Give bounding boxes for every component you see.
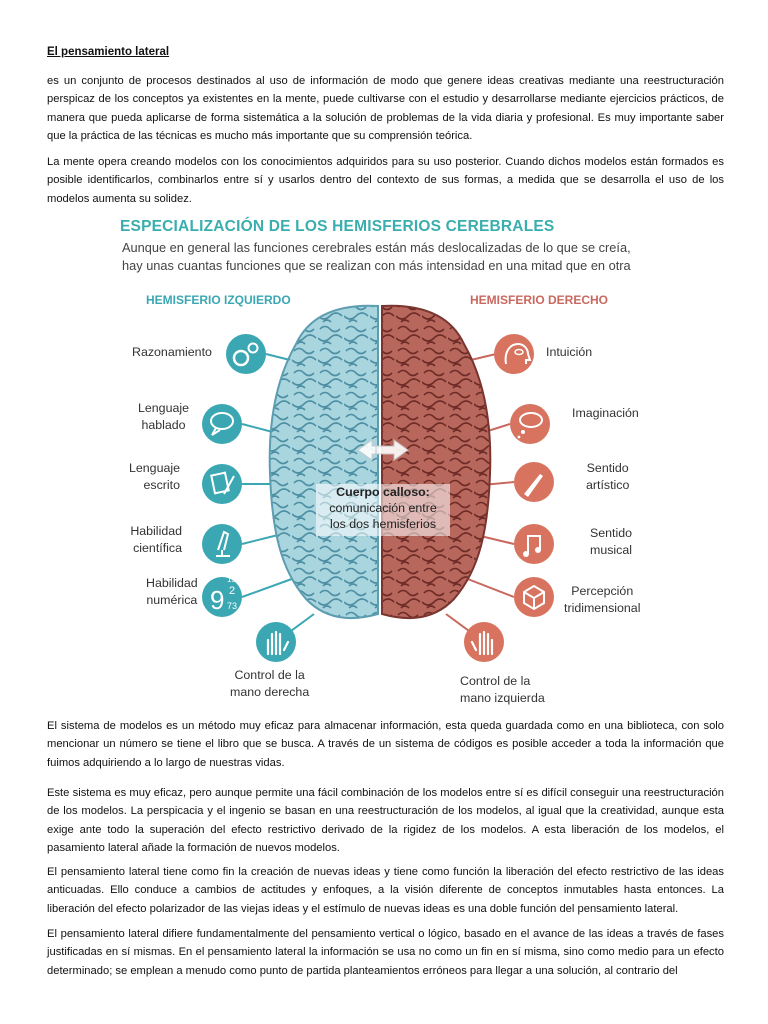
label-percepcion-line-1: Percepción <box>571 584 634 598</box>
label-sentido-musical <box>590 525 632 559</box>
left-hemisphere <box>270 306 378 618</box>
label-lenguaje-escrito-line-1: Lenguaje <box>129 461 180 475</box>
label-control-mano-derecha-line-2: mano derecha <box>230 685 310 699</box>
figure-subtitle <box>122 239 642 275</box>
microscope-icon <box>202 524 242 564</box>
label-habilidad-cientifica <box>124 523 182 557</box>
music-note-icon <box>514 524 554 564</box>
numbers-icon-big: 9 <box>210 585 225 615</box>
label-lenguaje-hablado-line-1: Lenguaje <box>138 401 189 415</box>
speech-bubble-icon <box>202 404 242 444</box>
label-imaginacion: Imaginación <box>572 406 639 420</box>
paragraph-1: es un conjunto de procesos destinados al uso de información de modo que genere ideas creativas mediante una reestructuración perspicaz de los conceptos ya existentes en la mente, puede cultivarse con el estudio y desarrollarse mediante ejercicios prácticos, de manera que pueda aplicarse de forma sistemática a la solución de problemas de la vida diaria y profesional. Es muy importante saber que la práctica de las técnicas es mucho más importante que su comprensión teórica. <box>47 75 724 143</box>
label-control-mano-derecha <box>230 667 309 701</box>
label-sentido-artistico <box>586 460 629 494</box>
label-intuicion: Intuición <box>546 345 593 359</box>
document-title: El pensamiento lateral <box>47 46 170 58</box>
label-sentido-artistico-line-2: artístico <box>586 478 630 492</box>
brain-illustration <box>110 214 650 712</box>
label-sentido-musical-line-2: musical <box>590 543 633 557</box>
paragraph-2: La mente opera creando modelos con los conocimientos adquiridos para su uso posterior. Cuando dichos modelos están formados es posible identificarlos, combinarlos entre sí y usarlos dentro del contexto de sus formas, a medida que se desarrolla el uso de los modelos aumenta su solidez. <box>47 156 724 205</box>
corpus-callosum-title: Cuerpo calloso: <box>336 485 430 499</box>
numbers-icon-small-3: 73 <box>227 601 238 611</box>
numbers-icon-small-1: 15 <box>227 575 236 584</box>
label-habilidad-cientifica-line-1: Habilidad <box>130 524 182 538</box>
label-lenguaje-hablado-line-2: hablado <box>141 418 186 432</box>
label-lenguaje-hablado <box>138 400 189 434</box>
label-habilidad-numerica <box>146 575 198 609</box>
figure-title: ESPECIALIZACIÓN DE LOS HEMISFERIOS CEREBRALES <box>120 218 555 235</box>
document-pen-icon <box>202 464 242 504</box>
right-hemisphere <box>382 306 490 618</box>
paragraph-3: El sistema de modelos es un método muy eficaz para almacenar información, esta queda guardada como en una biblioteca, con solo mencionar un número se tiene el libro que se busca. A través de un sistema de códigos es posible acceder a toda la información que fuimos adquiriendo a lo largo de nuestras vidas. <box>47 720 724 769</box>
label-control-mano-derecha-line-1: Control de la <box>234 668 305 682</box>
corpus-callosum-line-1: comunicación entre <box>329 501 437 515</box>
corpus-callosum-line-2: los dos hemisferios <box>329 517 437 531</box>
thought-cloud-icon <box>510 404 550 444</box>
label-razonamiento: Razonamiento <box>132 345 212 359</box>
paragraph-5: El pensamiento lateral tiene como fin la creación de nuevas ideas y tiene como función la liberación del efecto restrictivo de las ideas anticuadas. Ello conduce a cambios de actitudes y enfoques, a la visión diferente de conceptos inmutables hasta entonces. La liberación del efecto polarizador de las viejas ideas y el estímulo de nuevas ideas es una doble función del pensamiento lateral. <box>47 866 724 915</box>
label-sentido-musical-line-1: Sentido <box>590 526 633 540</box>
corpus-callosum-label <box>306 484 460 532</box>
label-percepcion-line-2: tridimensional <box>564 601 641 615</box>
label-control-mano-izquierda-line-1: Control de la <box>460 674 531 688</box>
figure-subtitle-line-2: hay unas cuantas funciones que se realizan con más intensidad en una mitad que en otra <box>122 258 631 273</box>
brain-hemispheres-figure <box>110 214 650 712</box>
label-sentido-artistico-line-1: Sentido <box>586 461 629 475</box>
paragraph-4: Este sistema es muy eficaz, pero aunque permite una fácil combinación de los modelos entre sí es difícil conseguir una reestructuración de los modelos. La perspicacia y el ingenio se basan en una reestructuración de los modelos, al igual que la creatividad, aunque esta exige ante todo la superación del efecto restrictivo derivado de la rigidez de los modelos. A esta liberación de los modelos, el pasamiento lateral añade la formación de nuevos modelos. <box>47 787 724 855</box>
label-control-mano-izquierda <box>460 673 545 707</box>
right-hemisphere-heading: HEMISFERIO DERECHO <box>470 293 609 307</box>
label-habilidad-numerica-line-1: Habilidad <box>146 576 198 590</box>
label-control-mano-izquierda-line-2: mano izquierda <box>460 691 545 705</box>
numbers-icon-small-2: 2 <box>229 585 236 597</box>
label-habilidad-numerica-line-2: numérica <box>146 593 198 607</box>
label-lenguaje-escrito-line-2: escrito <box>143 478 180 492</box>
label-percepcion-tridimensional <box>564 583 640 617</box>
left-hemisphere-heading: HEMISFERIO IZQUIERDO <box>146 293 291 307</box>
label-habilidad-cientifica-line-2: científica <box>133 541 182 555</box>
paragraph-6: El pensamiento lateral difiere fundamentalmente del pensamiento vertical o lógico, basado en el avance de las ideas a través de fases justificadas en sí mismas. En el pensamiento lateral la información se usa no como un fin en sí misma, sino como medio para un efecto determinado; se emplean a menudo como punto de partida planteamientos erróneos para llegar a una solución, al contrario del <box>47 928 724 977</box>
label-lenguaje-escrito <box>124 460 180 494</box>
figure-subtitle-line-1: Aunque en general las funciones cerebrales están más deslocalizadas de lo que se creía, <box>122 240 631 255</box>
